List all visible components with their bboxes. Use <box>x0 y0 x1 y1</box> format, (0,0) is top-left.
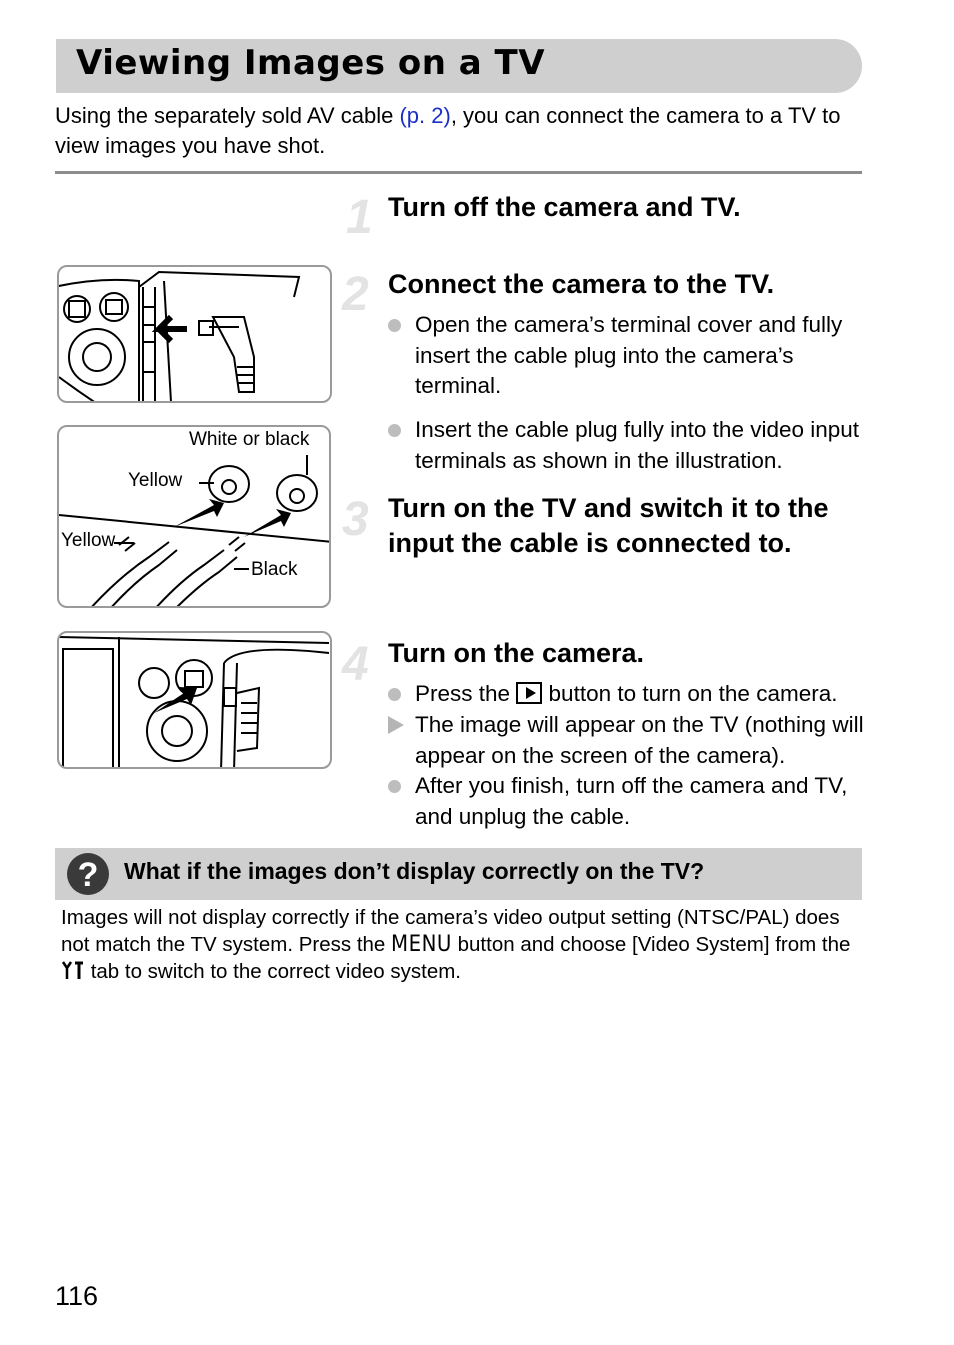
step-title-3-line1: Turn on the TV and switch it to the <box>388 493 829 523</box>
label-yellow-top: Yellow <box>128 470 183 491</box>
list-item <box>388 310 868 402</box>
intro-text-before: Using the separately sold AV cable <box>55 103 400 128</box>
tv-terminals-illustration <box>57 425 331 608</box>
list-item <box>388 679 868 710</box>
step-number-1: 1 <box>346 191 373 244</box>
result-arrow-icon <box>388 710 410 743</box>
bullet-text: After you finish, turn off the camera and TV, and unplug the cable. <box>415 773 848 829</box>
page-link[interactable]: (p. 2) <box>399 103 451 128</box>
step-title-2: Connect the camera to the TV. <box>388 269 775 299</box>
bullet-icon <box>388 310 410 341</box>
bullet-text: The image will appear on the TV (nothing will appear on the screen of the camera). <box>415 712 864 768</box>
press-playback-illustration <box>57 631 332 769</box>
intro-text-after: , you can connect the camera to a TV to view images you have shot. <box>55 103 841 158</box>
setup-tab-icon <box>61 960 85 980</box>
label-black: Black <box>251 559 298 580</box>
step-title-3 <box>388 491 828 561</box>
list-item <box>388 710 868 771</box>
page-title: Viewing Images on a TV <box>76 43 546 83</box>
bullet-icon <box>388 415 410 446</box>
step-number-4: 4 <box>342 638 369 691</box>
label-yellow-left: Yellow <box>61 530 116 551</box>
qa-header <box>55 848 862 900</box>
qa-body: Images will not display correctly if the camera’s video output setting (NTSC/PAL) does not match the TV system. Press the MENU button and choose [Video System] from the tab to switch to the correct video system. <box>61 906 851 983</box>
step-title-4: Turn on the camera. <box>388 638 645 668</box>
bullet-icon <box>388 679 410 710</box>
step-title-1: Turn off the camera and TV. <box>388 192 741 222</box>
play-button-icon <box>516 682 542 704</box>
question-icon: ? <box>67 853 109 895</box>
qa-title: What if the images don’t display correctly on the TV? <box>124 858 705 884</box>
title-bar <box>56 39 862 93</box>
bullet-text: Open the camera’s terminal cover and fully insert the cable plug into the camera’s terminal. <box>415 312 843 398</box>
list-item <box>388 415 868 476</box>
list-item <box>388 771 868 832</box>
page-number: 116 <box>55 1281 99 1311</box>
step-title-3-line2: input the cable is connected to. <box>388 528 792 558</box>
step-number-2: 2 <box>342 268 369 321</box>
label-white-or-black: White or black <box>189 429 310 450</box>
menu-button-glyph: MENU <box>391 932 452 957</box>
divider <box>55 171 862 174</box>
bullet-text: Insert the cable plug fully into the video input terminals as shown in the illustration. <box>415 417 860 473</box>
bullet-icon <box>388 771 410 802</box>
intro-paragraph <box>55 101 865 161</box>
bullet-text: Press the button to turn on the camera. <box>415 681 838 706</box>
camera-terminal-illustration <box>57 265 332 403</box>
step-number-3: 3 <box>342 493 369 546</box>
